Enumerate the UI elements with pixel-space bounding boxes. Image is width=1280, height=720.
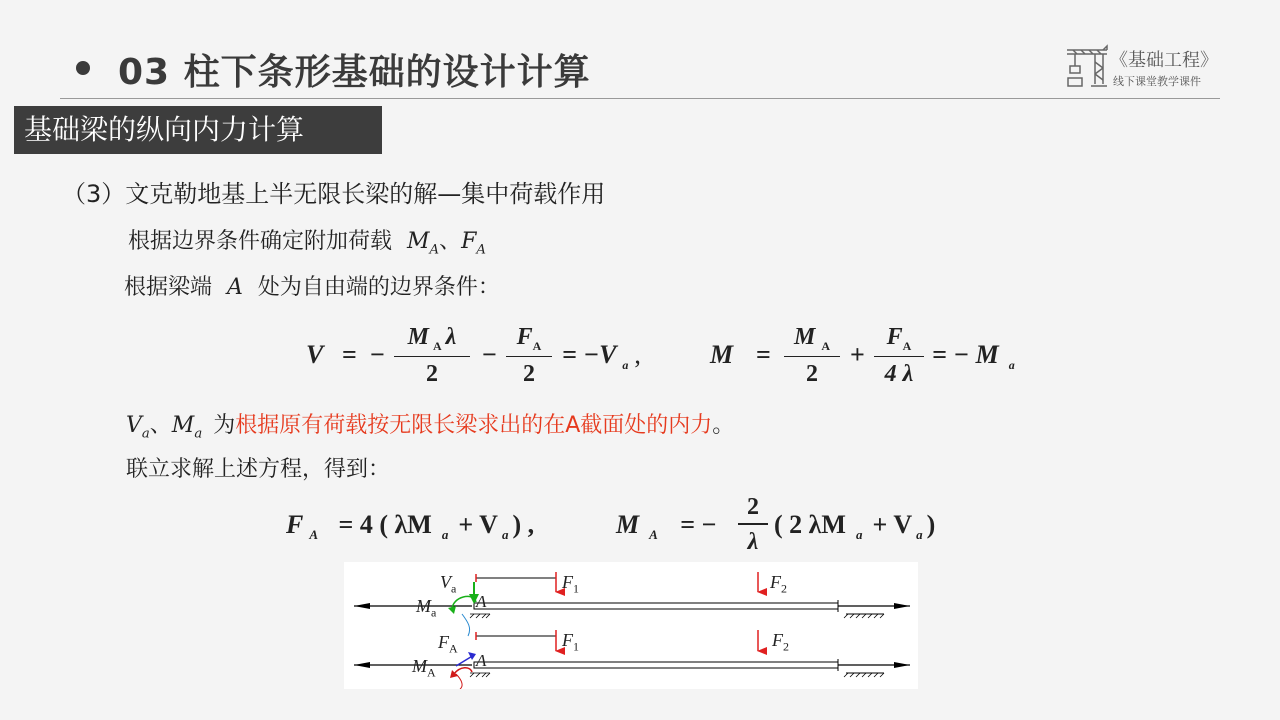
eq1-equals: = <box>342 340 357 369</box>
eq2-equals: = <box>756 340 771 369</box>
eq2-rhs: = − M $_a$ <box>932 340 1015 373</box>
label-FA: $F_A$ <box>438 632 458 656</box>
title-divider <box>60 98 1220 99</box>
text-line-2 <box>124 270 500 301</box>
label-A-bottom: A <box>476 651 487 670</box>
top-beam <box>354 572 910 636</box>
text-line-4: 联立求解上述方程，得到： <box>126 457 391 482</box>
eq1-fraction-2: $F_A$ 2 <box>506 324 552 388</box>
symbol-A: A <box>227 275 243 300</box>
eq1-minus: − <box>370 340 385 369</box>
eq2-lhs: M <box>710 340 734 369</box>
page-title: 03 柱下条形基础的设计计算 <box>118 52 591 93</box>
eq4-lhs: M $_A$ = − <box>616 510 717 543</box>
symbol-FA: $F_A$ <box>461 229 486 258</box>
symbol-Va: $V_a$ <box>126 413 150 442</box>
text-line-1 <box>128 224 486 257</box>
eq1-fraction-1: M $_A$ λ 2 <box>394 324 470 388</box>
line2-prefix: 根据梁端 <box>124 275 213 300</box>
eq2-fraction-1: M $_A$ 2 <box>784 324 840 388</box>
eq2-plus: + <box>850 340 865 369</box>
label-F1-bottom: $F_1$ <box>562 630 579 654</box>
line3-connector: 为 <box>213 413 236 438</box>
title-bullet <box>76 61 90 75</box>
separator-2: 、 <box>149 413 172 438</box>
symbol-Ma: $M_a$ <box>171 413 203 442</box>
subsection-heading: （3）文克勒地基上半无限长梁的解—集中荷载作用 <box>62 180 606 208</box>
logo-title: 《基础工程》 <box>1110 50 1218 71</box>
label-Va: $V_a$ <box>440 572 457 596</box>
logo-subtitle: 线下课堂教学课件 <box>1113 75 1201 88</box>
text-line-3 <box>126 408 734 441</box>
line3-end: 。 <box>712 413 735 438</box>
label-A-top: A <box>476 592 487 611</box>
eq1-minus-2: − <box>482 340 497 369</box>
label-F2-bottom: $F_2$ <box>772 630 789 654</box>
line2-suffix: 处为自由端的边界条件： <box>257 275 500 300</box>
eq4-body: ( 2 λM $_a$ + V $_a$ ) <box>774 510 936 543</box>
label-F2-top: $F_2$ <box>770 572 787 596</box>
eq2-fraction-2: $F_A$ 4 λ <box>874 324 924 388</box>
label-F1-top: $F_1$ <box>562 572 579 596</box>
label-MA: $M_A$ <box>412 656 436 680</box>
separator: 、 <box>439 229 462 254</box>
line1-text: 根据边界条件确定附加荷载 <box>128 229 393 254</box>
eq3: F $_A$ = 4 ( λM $_a$ + V $_a$ ) , <box>286 510 535 543</box>
eq4-fraction: 2 λ <box>738 494 768 556</box>
symbol-MA: $M_A$ <box>407 229 440 258</box>
section-heading: 基础梁的纵向内力计算 <box>14 106 382 154</box>
label-Ma: $M_a$ <box>416 596 437 620</box>
eq1-lhs: V <box>306 340 324 369</box>
highlight-text: 根据原有荷载按无限长梁求出的在A截面处的内力 <box>235 413 713 438</box>
eq1-rhs: = −V $_a$ , <box>562 340 641 373</box>
beam-diagram <box>344 562 918 689</box>
